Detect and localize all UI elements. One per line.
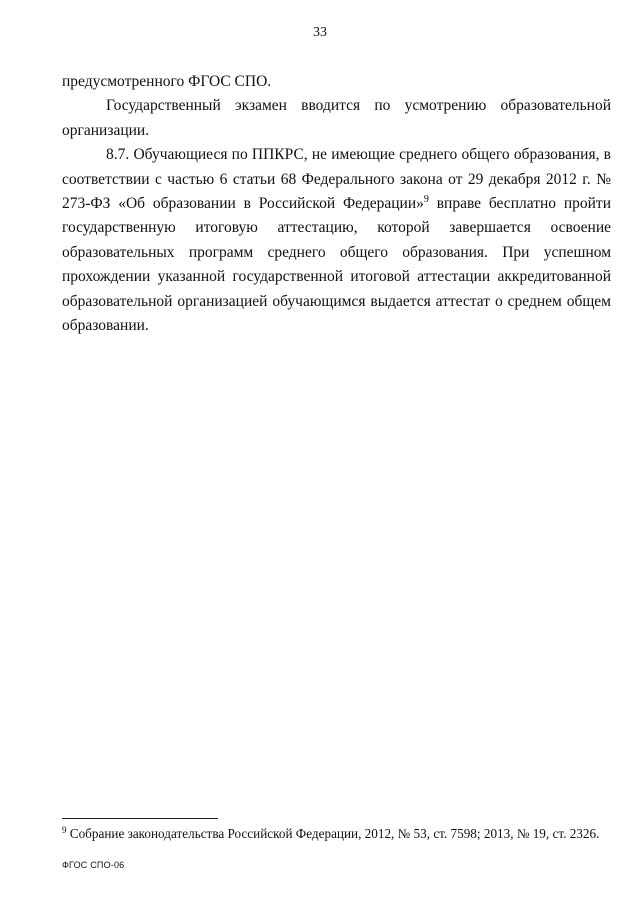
document-body: [62, 70, 611, 338]
paragraph-state-exam: Государственный экзамен вводится по усмотрению образовательной организации.: [62, 97, 611, 139]
footnote-marker: 9: [62, 825, 67, 835]
footnote: [62, 825, 622, 842]
footnote-separator: [62, 818, 218, 819]
page-number: 33: [313, 25, 327, 40]
paragraph-continuation: предусмотренного ФГОС СПО.: [62, 73, 272, 90]
paragraph-8-7: [62, 143, 611, 338]
paragraph-8-7-text-after: вправе бесплатно пройти государственную итоговую аттестацию, которой завершается освоение образовательных программ среднего общего образования. При успешном прохождении указанной государственной итоговой аттестации аккредитованной образовательной организацией обучающимся выдается аттестат о среднем общем образовании.: [62, 195, 611, 335]
paragraph-8-7-text-before: 8.7. Обучающиеся по ППКРС, не имеющие среднего общего образования, в соответствии с частью 6 статьи 68 Федерального закона от 29 декабря 2012 г. № 273-ФЗ «Об образовании в Российской Федерации»: [62, 146, 611, 213]
document-code: ФГОС СПО-06: [62, 860, 125, 870]
footnote-reference: 9: [423, 194, 429, 206]
footnote-text: Собрание законодательства Российской Федерации, 2012, № 53, ст. 7598; 2013, № 19, ст. 2326.: [66, 826, 600, 841]
